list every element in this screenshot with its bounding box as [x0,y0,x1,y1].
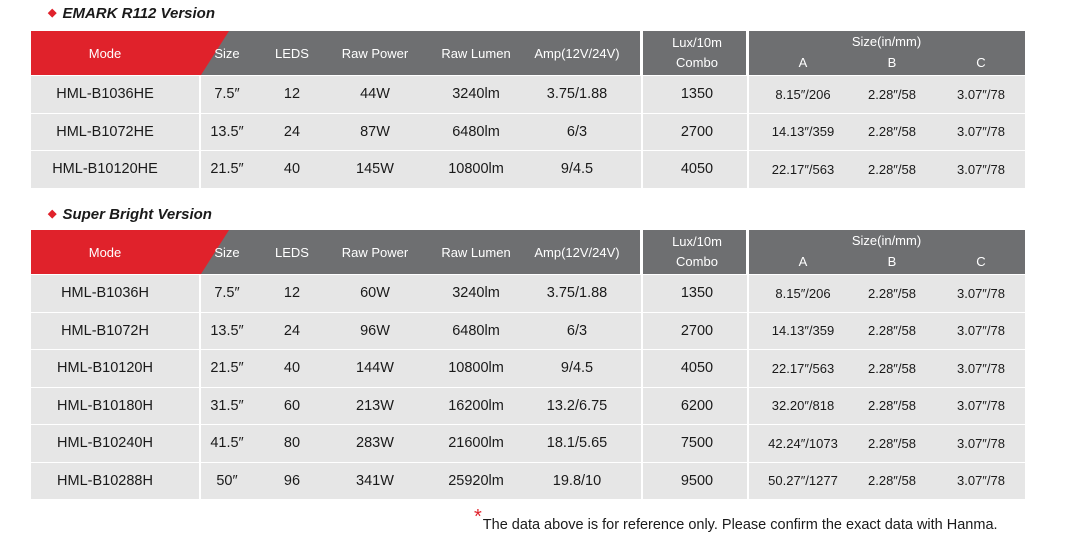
diamond-bullet-icon: ◆ [48,208,57,220]
cell-lux: 4050 [680,161,714,178]
header-leds: LEDS [275,45,309,61]
header-dim-c: C [976,55,986,70]
header-lux [647,31,747,75]
cell-leds: 80 [283,435,301,452]
cell-size: 31.5″ [210,397,244,414]
header-size: Size [214,244,240,260]
header-size-group-title: Size(in/mm) [851,34,922,49]
table-row [31,462,1025,500]
table-row [31,150,1025,188]
header-dim-a: A [798,254,808,269]
cell-model: HML-B1036H [61,285,149,302]
cell-dim-b: 2.28″/58 [868,360,916,376]
table-row [31,387,1025,425]
header-dim-b: B [887,254,897,269]
cell-raw-power: 213W [356,397,394,414]
column-divider [747,114,749,151]
header-lux-line1: Lux/10m [672,35,722,50]
cell-dim-c: 3.07″/78 [957,360,1005,376]
cell-amp: 3.75/1.88 [546,86,608,103]
cell-amp: 13.2/6.75 [546,397,608,414]
column-divider [747,76,749,113]
cell-dim-c: 3.07″/78 [957,161,1005,177]
footnote-text: The data above is for reference only. Please confirm the exact data with Hanma. [482,517,998,533]
cell-raw-lumen: 16200lm [448,397,504,414]
cell-amp: 9/4.5 [560,360,594,377]
cell-dim-a: 32.20″/818 [771,398,835,414]
cell-raw-lumen: 6480lm [452,322,500,339]
table-row [31,312,1025,350]
column-divider [641,425,643,462]
header-dim-c: C [976,254,986,269]
section-title [48,206,212,223]
spec-table [31,230,1025,499]
section-title-text: Super Bright Version [62,206,212,223]
cell-dim-b: 2.28″/58 [868,86,916,102]
table-row [31,274,1025,312]
cell-leds: 40 [283,161,301,178]
cell-leds: 96 [283,472,301,489]
footnote [474,506,998,535]
cell-dim-a: 8.15″/206 [775,285,831,301]
table-row [31,113,1025,151]
header-lux-line1: Lux/10m [672,234,722,249]
header-size-group [748,31,1025,75]
asterisk-mark: * [474,506,482,528]
cell-raw-power: 283W [356,435,394,452]
cell-size: 7.5″ [214,86,240,103]
header-dim-a: A [798,55,808,70]
cell-lux: 2700 [680,123,714,140]
cell-dim-b: 2.28″/58 [868,435,916,451]
cell-size: 7.5″ [214,285,240,302]
table-header [31,31,1025,75]
header-amp: Amp(12V/24V) [534,244,620,260]
cell-amp: 3.75/1.88 [546,285,608,302]
cell-dim-b: 2.28″/58 [868,398,916,414]
column-divider [747,275,749,312]
header-column-divider [746,31,749,75]
cell-amp: 19.8/10 [552,472,602,489]
cell-lux: 2700 [680,322,714,339]
header-amp: Amp(12V/24V) [534,45,620,61]
cell-dim-b: 2.28″/58 [868,323,916,339]
spec-table [31,31,1025,188]
cell-lux: 6200 [680,397,714,414]
cell-raw-power: 341W [356,472,394,489]
cell-dim-b: 2.28″/58 [868,473,916,489]
cell-size: 21.5″ [210,360,244,377]
header-raw-lumen: Raw Lumen [441,244,511,260]
header-leds: LEDS [275,244,309,260]
column-divider [641,76,643,113]
cell-raw-power: 96W [360,322,390,339]
cell-dim-a: 50.27″/1277 [768,473,838,489]
table-row [31,75,1025,113]
cell-lux: 9500 [680,472,714,489]
cell-lux: 4050 [680,360,714,377]
header-raw-power: Raw Power [341,244,409,260]
cell-leds: 12 [283,285,301,302]
cell-leds: 12 [283,86,301,103]
cell-raw-lumen: 21600lm [448,435,504,452]
column-divider [641,388,643,425]
header-lux-line2: Combo [676,254,718,269]
table-header [31,230,1025,274]
cell-amp: 18.1/5.65 [546,435,608,452]
column-divider [747,388,749,425]
cell-raw-lumen: 6480lm [452,123,500,140]
header-raw-lumen: Raw Lumen [441,45,511,61]
cell-raw-power: 60W [360,285,390,302]
cell-model: HML-B1072HE [56,123,154,140]
cell-dim-a: 22.17″/563 [771,360,835,376]
column-divider [747,425,749,462]
column-divider [747,350,749,387]
column-divider [641,350,643,387]
header-size-group-title: Size(in/mm) [851,233,922,248]
column-divider [641,114,643,151]
cell-leds: 40 [283,360,301,377]
cell-dim-a: 14.13″/359 [771,323,835,339]
cell-model: HML-B10180H [57,397,153,414]
cell-raw-power: 144W [356,360,394,377]
cell-lux: 1350 [680,285,714,302]
cell-model: HML-B10120H [57,360,153,377]
cell-dim-c: 3.07″/78 [957,398,1005,414]
cell-raw-lumen: 25920lm [448,472,504,489]
header-raw-power: Raw Power [341,45,409,61]
column-divider [641,151,643,188]
header-column-divider [640,31,643,75]
header-lux-line2: Combo [676,55,718,70]
cell-amp: 9/4.5 [560,161,594,178]
table-row [31,349,1025,387]
cell-size: 41.5″ [210,435,244,452]
column-divider [747,151,749,188]
cell-dim-c: 3.07″/78 [957,285,1005,301]
cell-dim-a: 42.24″/1073 [768,435,838,451]
cell-model: HML-B1036HE [56,86,154,103]
cell-leds: 24 [283,322,301,339]
header-column-divider [746,230,749,274]
cell-dim-a: 8.15″/206 [775,86,831,102]
column-divider [641,463,643,500]
cell-dim-b: 2.28″/58 [868,285,916,301]
header-column-divider [640,230,643,274]
cell-dim-a: 22.17″/563 [771,161,835,177]
header-size: Size [214,45,240,61]
header-lux [647,230,747,274]
cell-dim-c: 3.07″/78 [957,323,1005,339]
cell-model: HML-B10288H [57,472,153,489]
cell-amp: 6/3 [566,123,588,140]
cell-size: 50″ [216,472,238,489]
section-title-text: EMARK R112 Version [62,5,216,22]
column-divider [747,463,749,500]
cell-raw-lumen: 3240lm [452,285,500,302]
column-divider [641,275,643,312]
cell-raw-power: 44W [360,86,390,103]
cell-dim-c: 3.07″/78 [957,473,1005,489]
cell-model: HML-B1072H [61,322,149,339]
table-row [31,424,1025,462]
cell-size: 13.5″ [210,322,244,339]
column-divider [747,313,749,350]
cell-lux: 7500 [680,435,714,452]
section-title [48,5,215,22]
cell-dim-a: 14.13″/359 [771,124,835,140]
header-size-group [748,230,1025,274]
column-divider [641,313,643,350]
cell-size: 21.5″ [210,161,244,178]
header-model: Mode [88,45,122,61]
cell-raw-lumen: 3240lm [452,86,500,103]
cell-leds: 60 [283,397,301,414]
cell-raw-power: 145W [356,161,394,178]
header-model: Mode [88,244,122,260]
cell-dim-b: 2.28″/58 [868,161,916,177]
cell-raw-lumen: 10800lm [448,360,504,377]
cell-leds: 24 [283,123,301,140]
header-dim-b: B [887,55,897,70]
diamond-bullet-icon: ◆ [48,7,57,19]
cell-size: 13.5″ [210,123,244,140]
cell-model: HML-B10120HE [52,161,158,178]
cell-dim-c: 3.07″/78 [957,124,1005,140]
cell-dim-c: 3.07″/78 [957,435,1005,451]
cell-model: HML-B10240H [57,435,153,452]
cell-raw-lumen: 10800lm [448,161,504,178]
cell-dim-c: 3.07″/78 [957,86,1005,102]
cell-lux: 1350 [680,86,714,103]
cell-raw-power: 87W [360,123,390,140]
cell-amp: 6/3 [566,322,588,339]
cell-dim-b: 2.28″/58 [868,124,916,140]
